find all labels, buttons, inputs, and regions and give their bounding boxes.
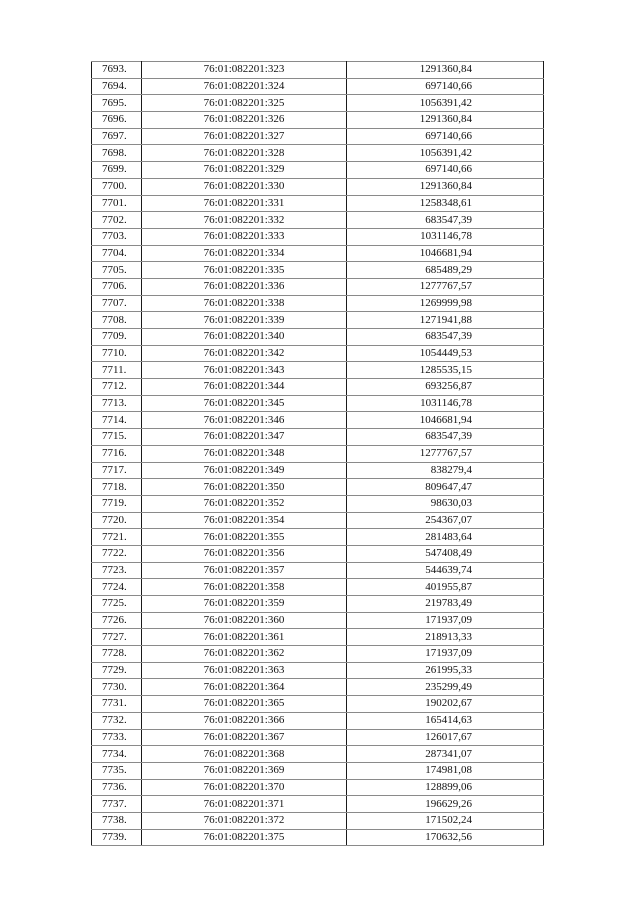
cadastral-value-cell: 254367,07: [347, 512, 544, 529]
cadastral-number-cell: 76:01:082201:362: [142, 646, 347, 663]
table-row: [92, 178, 544, 195]
cadastral-number-cell: 76:01:082201:346: [142, 412, 347, 429]
table-row: [92, 629, 544, 646]
table-row: [92, 429, 544, 446]
cadastral-number-cell: 76:01:082201:344: [142, 379, 347, 396]
table-row: [92, 62, 544, 79]
cadastral-value-cell: 1291360,84: [347, 112, 544, 129]
table-row: [92, 612, 544, 629]
cadastral-number-cell: 76:01:082201:327: [142, 128, 347, 145]
table-row: [92, 245, 544, 262]
table-row: [92, 579, 544, 596]
cadastral-value-cell: 809647,47: [347, 479, 544, 496]
table-row: [92, 412, 544, 429]
row-number-cell: 7701.: [92, 195, 142, 212]
row-number-cell: 7720.: [92, 512, 142, 529]
row-number-cell: 7708.: [92, 312, 142, 329]
cadastral-value-cell: 1056391,42: [347, 145, 544, 162]
cadastral-value-cell: 697140,66: [347, 78, 544, 95]
cadastral-number-cell: 76:01:082201:370: [142, 779, 347, 796]
row-number-cell: 7702.: [92, 212, 142, 229]
row-number-cell: 7716.: [92, 445, 142, 462]
cadastral-number-cell: 76:01:082201:365: [142, 696, 347, 713]
row-number-cell: 7700.: [92, 178, 142, 195]
cadastral-number-cell: 76:01:082201:340: [142, 329, 347, 346]
cadastral-value-cell: 171502,24: [347, 812, 544, 829]
cadastral-value-cell: 1031146,78: [347, 228, 544, 245]
row-number-cell: 7739.: [92, 829, 142, 846]
row-number-cell: 7704.: [92, 245, 142, 262]
cadastral-number-cell: 76:01:082201:354: [142, 512, 347, 529]
cadastral-value-cell: 171937,09: [347, 612, 544, 629]
table-row: [92, 529, 544, 546]
cadastral-value-cell: 683547,39: [347, 212, 544, 229]
cadastral-number-cell: 76:01:082201:339: [142, 312, 347, 329]
cadastral-number-cell: 76:01:082201:326: [142, 112, 347, 129]
cadastral-number-cell: 76:01:082201:335: [142, 262, 347, 279]
row-number-cell: 7707.: [92, 295, 142, 312]
cadastral-value-cell: 170632,56: [347, 829, 544, 846]
cadastral-number-cell: 76:01:082201:334: [142, 245, 347, 262]
table-row: [92, 78, 544, 95]
cadastral-number-cell: 76:01:082201:366: [142, 712, 347, 729]
cadastral-number-cell: 76:01:082201:330: [142, 178, 347, 195]
table-row: [92, 796, 544, 813]
cadastral-number-cell: 76:01:082201:323: [142, 62, 347, 79]
cadastral-number-cell: 76:01:082201:329: [142, 162, 347, 179]
table-row: [92, 812, 544, 829]
cadastral-number-cell: 76:01:082201:338: [142, 295, 347, 312]
row-number-cell: 7719.: [92, 495, 142, 512]
row-number-cell: 7727.: [92, 629, 142, 646]
row-number-cell: 7722.: [92, 545, 142, 562]
row-number-cell: 7698.: [92, 145, 142, 162]
cadastral-number-cell: 76:01:082201:347: [142, 429, 347, 446]
row-number-cell: 7715.: [92, 429, 142, 446]
row-number-cell: 7735.: [92, 762, 142, 779]
table-row: [92, 562, 544, 579]
cadastral-value-cell: 1291360,84: [347, 178, 544, 195]
row-number-cell: 7721.: [92, 529, 142, 546]
table-row: [92, 262, 544, 279]
table-row: [92, 228, 544, 245]
cadastral-value-cell: 401955,87: [347, 579, 544, 596]
table-row: [92, 329, 544, 346]
cadastral-value-cell: 697140,66: [347, 162, 544, 179]
table-row: [92, 145, 544, 162]
row-number-cell: 7710.: [92, 345, 142, 362]
cadastral-value-cell: 235299,49: [347, 679, 544, 696]
row-number-cell: 7728.: [92, 646, 142, 663]
table-row: [92, 479, 544, 496]
cadastral-number-cell: 76:01:082201:324: [142, 78, 347, 95]
cadastral-number-cell: 76:01:082201:331: [142, 195, 347, 212]
table-row: [92, 379, 544, 396]
row-number-cell: 7699.: [92, 162, 142, 179]
cadastral-number-cell: 76:01:082201:371: [142, 796, 347, 813]
cadastral-value-cell: 218913,33: [347, 629, 544, 646]
cadastral-value-cell: 174981,08: [347, 762, 544, 779]
table-row: [92, 278, 544, 295]
row-number-cell: 7737.: [92, 796, 142, 813]
table-row: [92, 746, 544, 763]
table-row: [92, 95, 544, 112]
cadastral-value-cell: 697140,66: [347, 128, 544, 145]
cadastral-value-cell: 1291360,84: [347, 62, 544, 79]
cadastral-value-cell: 1054449,53: [347, 345, 544, 362]
cadastral-number-cell: 76:01:082201:336: [142, 278, 347, 295]
cadastral-number-cell: 76:01:082201:364: [142, 679, 347, 696]
cadastral-number-cell: 76:01:082201:349: [142, 462, 347, 479]
row-number-cell: 7712.: [92, 379, 142, 396]
row-number-cell: 7714.: [92, 412, 142, 429]
cadastral-value-cell: 1046681,94: [347, 412, 544, 429]
table-row: [92, 712, 544, 729]
table-row: [92, 362, 544, 379]
row-number-cell: 7694.: [92, 78, 142, 95]
row-number-cell: 7726.: [92, 612, 142, 629]
cadastral-number-cell: 76:01:082201:343: [142, 362, 347, 379]
cadastral-number-cell: 76:01:082201:367: [142, 729, 347, 746]
cadastral-value-cell: 838279,4: [347, 462, 544, 479]
cadastral-number-cell: 76:01:082201:342: [142, 345, 347, 362]
cadastral-value-cell: 693256,87: [347, 379, 544, 396]
table-row: [92, 312, 544, 329]
row-number-cell: 7731.: [92, 696, 142, 713]
cadastral-number-cell: 76:01:082201:369: [142, 762, 347, 779]
cadastral-value-cell: 287341,07: [347, 746, 544, 763]
cadastral-value-cell: 190202,67: [347, 696, 544, 713]
cadastral-value-cell: 219783,49: [347, 596, 544, 613]
cadastral-value-cell: 98630,03: [347, 495, 544, 512]
cadastral-value-cell: 1277767,57: [347, 278, 544, 295]
row-number-cell: 7723.: [92, 562, 142, 579]
row-number-cell: 7725.: [92, 596, 142, 613]
table-row: [92, 195, 544, 212]
row-number-cell: 7705.: [92, 262, 142, 279]
row-number-cell: 7734.: [92, 746, 142, 763]
cadastral-value-cell: 1258348,61: [347, 195, 544, 212]
table-row: [92, 345, 544, 362]
cadastral-number-cell: 76:01:082201:357: [142, 562, 347, 579]
table-row: [92, 662, 544, 679]
cadastral-number-cell: 76:01:082201:368: [142, 746, 347, 763]
cadastral-value-cell: 196629,26: [347, 796, 544, 813]
table-row: [92, 295, 544, 312]
row-number-cell: 7693.: [92, 62, 142, 79]
cadastral-value-cell: 683547,39: [347, 329, 544, 346]
cadastral-value-cell: 544639,74: [347, 562, 544, 579]
table-row: [92, 162, 544, 179]
table-row: [92, 729, 544, 746]
cadastral-value-cell: 1031146,78: [347, 395, 544, 412]
cadastral-number-cell: 76:01:082201:361: [142, 629, 347, 646]
cadastral-value-cell: 165414,63: [347, 712, 544, 729]
cadastral-value-cell: 1277767,57: [347, 445, 544, 462]
cadastral-number-cell: 76:01:082201:355: [142, 529, 347, 546]
row-number-cell: 7730.: [92, 679, 142, 696]
table-row: [92, 545, 544, 562]
table-row: [92, 495, 544, 512]
table-row: [92, 212, 544, 229]
row-number-cell: 7729.: [92, 662, 142, 679]
cadastral-number-cell: 76:01:082201:358: [142, 579, 347, 596]
table-body: [92, 62, 544, 846]
cadastral-value-cell: 261995,33: [347, 662, 544, 679]
cadastral-number-cell: 76:01:082201:356: [142, 545, 347, 562]
cadastral-number-cell: 76:01:082201:325: [142, 95, 347, 112]
cadastral-number-cell: 76:01:082201:345: [142, 395, 347, 412]
row-number-cell: 7724.: [92, 579, 142, 596]
table-row: [92, 696, 544, 713]
table-row: [92, 128, 544, 145]
cadastral-value-cell: 1046681,94: [347, 245, 544, 262]
cadastral-number-cell: 76:01:082201:375: [142, 829, 347, 846]
cadastral-value-cell: 281483,64: [347, 529, 544, 546]
row-number-cell: 7697.: [92, 128, 142, 145]
cadastral-number-cell: 76:01:082201:333: [142, 228, 347, 245]
cadastral-value-cell: 1271941,88: [347, 312, 544, 329]
cadastral-value-table: [91, 61, 544, 846]
table-row: [92, 679, 544, 696]
cadastral-value-cell: 1056391,42: [347, 95, 544, 112]
cadastral-number-cell: 76:01:082201:352: [142, 495, 347, 512]
cadastral-number-cell: 76:01:082201:350: [142, 479, 347, 496]
cadastral-number-cell: 76:01:082201:363: [142, 662, 347, 679]
table-row: [92, 779, 544, 796]
cadastral-value-cell: 1285535,15: [347, 362, 544, 379]
table-row: [92, 112, 544, 129]
table-row: [92, 762, 544, 779]
row-number-cell: 7711.: [92, 362, 142, 379]
cadastral-number-cell: 76:01:082201:332: [142, 212, 347, 229]
table-row: [92, 646, 544, 663]
cadastral-value-cell: 547408,49: [347, 545, 544, 562]
row-number-cell: 7718.: [92, 479, 142, 496]
row-number-cell: 7738.: [92, 812, 142, 829]
row-number-cell: 7717.: [92, 462, 142, 479]
cadastral-value-cell: 1269999,98: [347, 295, 544, 312]
row-number-cell: 7706.: [92, 278, 142, 295]
table-row: [92, 596, 544, 613]
row-number-cell: 7695.: [92, 95, 142, 112]
row-number-cell: 7733.: [92, 729, 142, 746]
cadastral-value-cell: 683547,39: [347, 429, 544, 446]
cadastral-value-cell: 126017,67: [347, 729, 544, 746]
row-number-cell: 7703.: [92, 228, 142, 245]
cadastral-value-cell: 171937,09: [347, 646, 544, 663]
table-row: [92, 462, 544, 479]
cadastral-number-cell: 76:01:082201:328: [142, 145, 347, 162]
cadastral-number-cell: 76:01:082201:360: [142, 612, 347, 629]
table-row: [92, 829, 544, 846]
cadastral-number-cell: 76:01:082201:348: [142, 445, 347, 462]
table-row: [92, 395, 544, 412]
cadastral-value-cell: 685489,29: [347, 262, 544, 279]
cadastral-number-cell: 76:01:082201:372: [142, 812, 347, 829]
row-number-cell: 7713.: [92, 395, 142, 412]
table-row: [92, 445, 544, 462]
table-row: [92, 512, 544, 529]
row-number-cell: 7696.: [92, 112, 142, 129]
row-number-cell: 7736.: [92, 779, 142, 796]
row-number-cell: 7732.: [92, 712, 142, 729]
cadastral-value-cell: 128899,06: [347, 779, 544, 796]
row-number-cell: 7709.: [92, 329, 142, 346]
cadastral-number-cell: 76:01:082201:359: [142, 596, 347, 613]
